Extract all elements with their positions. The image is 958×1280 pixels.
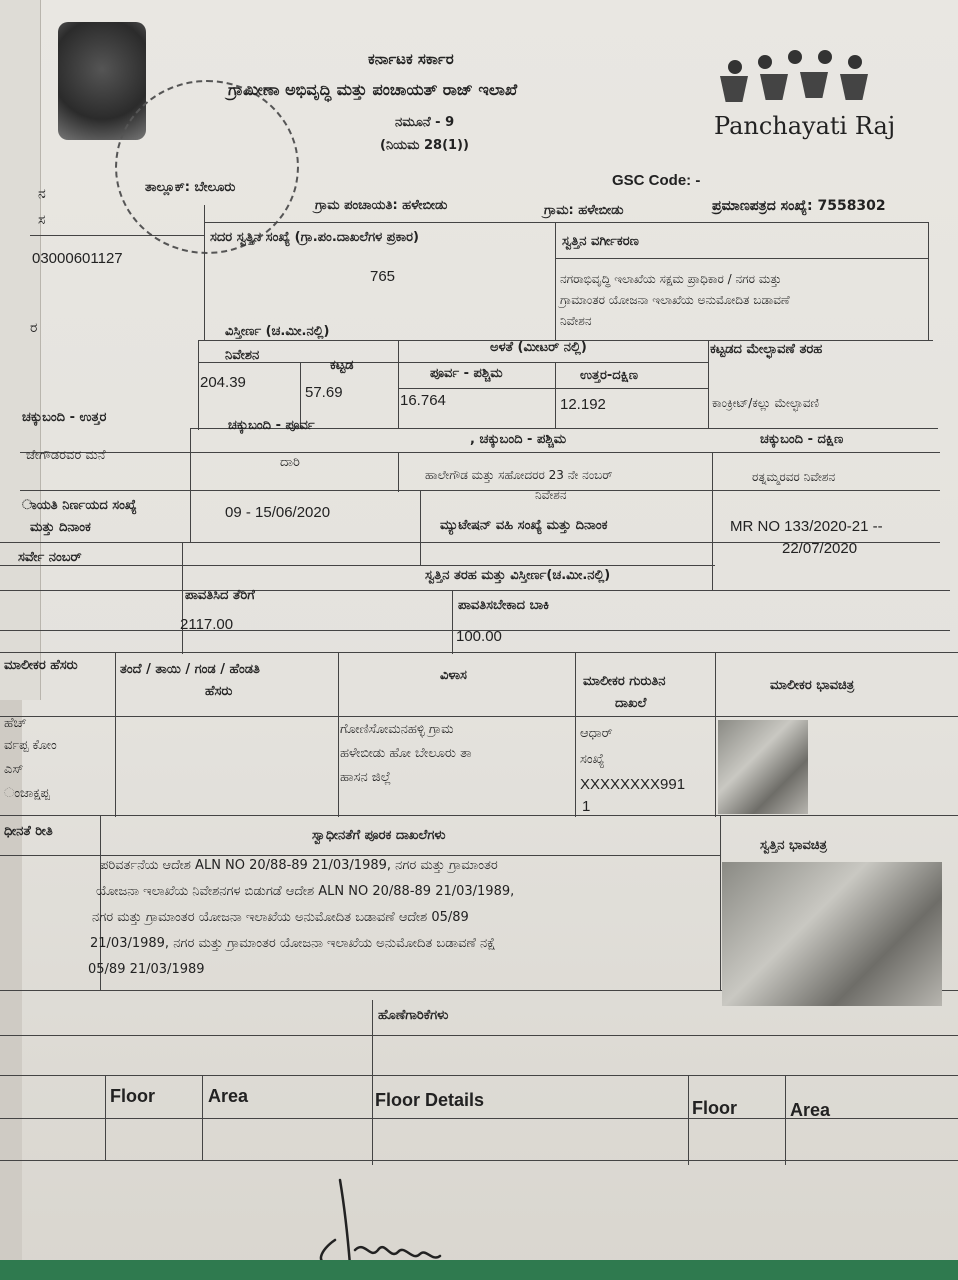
signature-icon [300,1170,480,1270]
resolution-label: ಾಯತಿ ನಿರ್ಣಯದ ಸಂಖ್ಯೆ [22,498,137,513]
classification-value: ನಿವೇಶನ [560,314,592,328]
logo-dot-icon [728,60,742,74]
tax-due: 100.00 [456,628,502,645]
floor-header: Floor [110,1086,155,1106]
north-boundary-label: ಚಕ್ಕುಬಂದಿ - ಉತ್ತರ [22,410,107,425]
owner-photo-label: ಮಾಲೀಕರ ಭಾವಚಿತ್ರ [770,678,855,693]
parent-name-label: ತಂದೆ / ತಾಯಿ / ಗಂಡ / ಹೆಂಡತಿ [120,662,260,677]
background-strip [0,1260,958,1280]
owner-name-label: ಮಾಲೀಕರ ಹೆಸರು [4,658,78,673]
owner-address: ಹಳೇಬೀಡು ಹೋ ಬೇಲೂರು ತಾ [340,746,472,761]
west-boundary-label: , ಚಕ್ಕುಬಂದಿ - ಪಶ್ಚಿಮ [470,432,567,447]
property-no-label: ಸದರ ಸ್ವತ್ತಿನ ಸಂಖ್ಯೆ (ಗ್ರಾ.ಪಂ.ದಾಖಲೆಗಳ ಪ್ರಕಾರ) [210,230,419,245]
documents-label: ಸ್ವಾಧೀನತೆಗೆ ಪೂರಕ ದಾಖಲೆಗಳು [312,828,446,843]
owner-id: ಸಂಖ್ಯೆ [580,752,605,767]
classification-label: ಸ್ವತ್ತಿನ ವರ್ಗೀಕರಣ [562,234,639,249]
owner-id: 1 [582,798,591,815]
east-boundary: ದಾರಿ [280,455,300,470]
north-boundary: ಜೇಗೌಡರವರ ಮನೆ [26,448,106,463]
property-photo-label: ಸ್ವತ್ತಿನ ಭಾವಚಿತ್ರ [760,838,827,853]
documents-text: 05/89 21/03/1989 [88,962,205,977]
gov-title: ಕರ್ನಾಟಕ ಸರ್ಕಾರ [368,50,454,68]
owner-id-label: ಮಾಲೀಕರ ಗುರುತಿನ [583,674,666,689]
logo-dot-icon [818,50,832,64]
property-type-label: ಸ್ವತ್ತಿನ ತರಹ ಮತ್ತು ವಿಸ್ತೀರ್ಣ(ಚ.ಮೀ.ನಲ್ಲಿ) [425,568,611,583]
area-label: ವಿಸ್ತೀರ್ಣ (ಚ.ಮೀ.ನಲ್ಲಿ) [225,324,330,339]
left-label: ರ [30,320,38,336]
roof-label: ಕಟ್ಟಡದ ಮೇಲ್ಛಾವಣೆ ತರಹ [710,342,823,357]
owner-photo [718,720,808,814]
mutation-value: MR NO 133/2020-21 -- [730,518,883,535]
east-west-value: 16.764 [400,392,446,409]
roof-value: ಕಾಂಕ್ರೀಟ್/ಕಲ್ಲು ಮೇಲ್ಛಾವಣಿ [712,396,820,410]
left-label: ಸ [38,212,46,228]
north-south-label: ಉತ್ತರ-ದಕ್ಷಿಣ [580,368,639,383]
owner-id: ಆಧಾರ್ [580,726,613,741]
documents-text: 21/03/1989, ನಗರ ಮತ್ತು ಗ್ರಾಮಾಂತರ ಯೋಜನಾ ಇಲಾಖೆಯ ಅನುಮೋದಿತ ಬಡಾವಣೆ ನಕ್ಷೆ [90,936,496,951]
mutation-value: 22/07/2020 [782,540,858,557]
area-header: Area [208,1086,249,1106]
address-label: ವಿಳಾಸ [440,668,467,683]
certificate-number: ಪ್ರಮಾಣಪತ್ರದ ಸಂಖ್ಯೆ: 7558302 [712,198,886,214]
survey-label: ಸರ್ವೇ ನಂಬರ್ [18,550,82,565]
documents-text: ನಗರ ಮತ್ತು ಗ್ರಾಮಾಂತರ ಯೋಜನಾ ಇಲಾಖೆಯ ಅನುಮೋದಿತ ಬಡಾವಣೆ ಆದೇಶ 05/89 [92,910,469,925]
rule-number: (ನಿಯಮ 28(1)) [380,138,469,153]
tax-due-label: ಪಾವತಿಸಬೇಕಾದ ಬಾಕಿ [458,598,550,613]
classification-value: ನಗರಾಭಿವೃದ್ಧಿ ಇಲಾಖೆಯ ಸಕ್ಷಮ ಪ್ರಾಧಿಕಾರ / ನಗರ ಮತ್ತು [560,272,782,286]
floor-details-header: Floor Details [375,1090,485,1110]
north-south-value: 12.192 [560,396,606,413]
documents-text: ಪರಿವರ್ತನೆಯ ಆದೇಶ ALN NO 20/88-89 21/03/1989, ನಗರ ಮತ್ತು ಗ್ರಾಮಾಂತರ [100,858,498,873]
south-boundary-label: ಚಕ್ಕುಬಂದಿ - ದಕ್ಷಿಣ [760,432,844,447]
owner-name: ಂಜಾಕ್ಷಪ್ಪ [4,786,50,801]
mutation-label: ಮ್ಯುಟೇಷನ್ ವಹಿ ಸಂಖ್ಯೆ ಮತ್ತು ದಿನಾಂಕ [440,518,608,533]
owner-id: XXXXXXXX991 [580,776,686,793]
owner-name: ಎಸ್ [4,762,24,777]
owner-id-label: ದಾಖಲೆ [615,696,647,711]
gsc-code: GSC Code: - [612,172,701,189]
parent-name-label: ಹೆಸರು [205,684,233,699]
building-area: 57.69 [305,384,343,401]
taluk: ತಾಲ್ಲೂಕ್: ಬೇಲೂರು [145,180,236,195]
gram-panchayat: ಗ್ರಾಮ ಪಂಚಾಯತಿ: ಹಳೇಬೀಡು [315,198,448,213]
property-photo [722,862,942,1006]
property-no-value: 765 [370,268,396,285]
logo-dot-icon [788,50,802,64]
dept-title: ಗ್ರಾಮೀಣಾ ಅಭಿವೃದ್ಧಿ ಮತ್ತು ಪಂಚಾಯತ್ ರಾಜ್ ಇಲಾಖೆ [228,80,518,99]
village: ಗ್ರಾಮ: ಹಳೇಬೀಡು [544,203,624,218]
form-number: ನಮೂನೆ - 9 [395,115,455,130]
east-west-label: ಪೂರ್ವ - ಪಶ್ಚಿಮ [430,366,503,381]
owner-name: ಹೆಚ್ [4,716,27,731]
site-area: 204.39 [200,374,246,391]
office-seal-stamp [115,80,299,254]
logo-dot-icon [848,55,862,69]
area-header: Area [790,1100,831,1120]
property-id: 03000601127 [32,250,123,267]
resolution-value: 09 - 15/06/2020 [225,504,331,521]
building-label: ಕಟ್ಟಡ [330,358,354,373]
dimension-label: ಅಳತೆ (ಮೀಟರ್ ನಲ್ಲಿ) [490,340,587,355]
south-boundary: ರತ್ನಮ್ಮರವರ ನಿವೇಶನ [752,470,836,484]
documents-text: ಯೋಜನಾ ಇಲಾಖೆಯ ನಿವೇಶನಗಳ ಬಿಡುಗಡೆ ಆದೇಶ ALN NO 20/88-89 21/03/1989, [96,884,515,899]
tax-paid-label: ಪಾವತಿಸಿದ ತೆರಿಗೆ [185,588,255,603]
logo-text: Panchayati Raj [714,112,896,140]
west-boundary: ನಿವೇಶನ [535,488,567,502]
liabilities-label: ಹೊಣೆಗಾರಿಕೆಗಳು [378,1008,449,1023]
east-boundary-label: ಚಕ್ಕುಬಂದಿ - ಪೂರ್ವ [228,418,315,433]
classification-value: ಗ್ರಾಮಾಂತರ ಯೋಜನಾ ಇಲಾಖೆಯ ಅನುಮೋದಿತ ಬಡಾವಣೆ [560,293,790,307]
tax-paid: 2117.00 [180,616,234,633]
logo-dot-icon [758,55,772,69]
site-label: ನಿವೇಶನ [225,348,260,363]
owner-address: ಗೋಣಿಸೋಮನಹಳ್ಳಿ ಗ್ರಾಮ [340,722,454,737]
owner-name: ರ್ವಪ್ಪ ಕೋಂ [4,738,57,753]
left-label: ನ [38,186,46,202]
resolution-label: ಮತ್ತು ದಿನಾಂಕ [30,520,91,535]
west-boundary: ಹಾಲೇಗೌಡ ಮತ್ತು ಸಹೋದರರ 23 ನೇ ನಂಬರ್ [425,468,613,482]
floor-header: Floor [692,1098,737,1118]
owner-address: ಹಾಸನ ಜಿಲ್ಲೆ [340,770,392,785]
possession-label: ಧೀನತೆ ರೀತಿ [4,824,53,839]
page-edge [0,0,41,700]
